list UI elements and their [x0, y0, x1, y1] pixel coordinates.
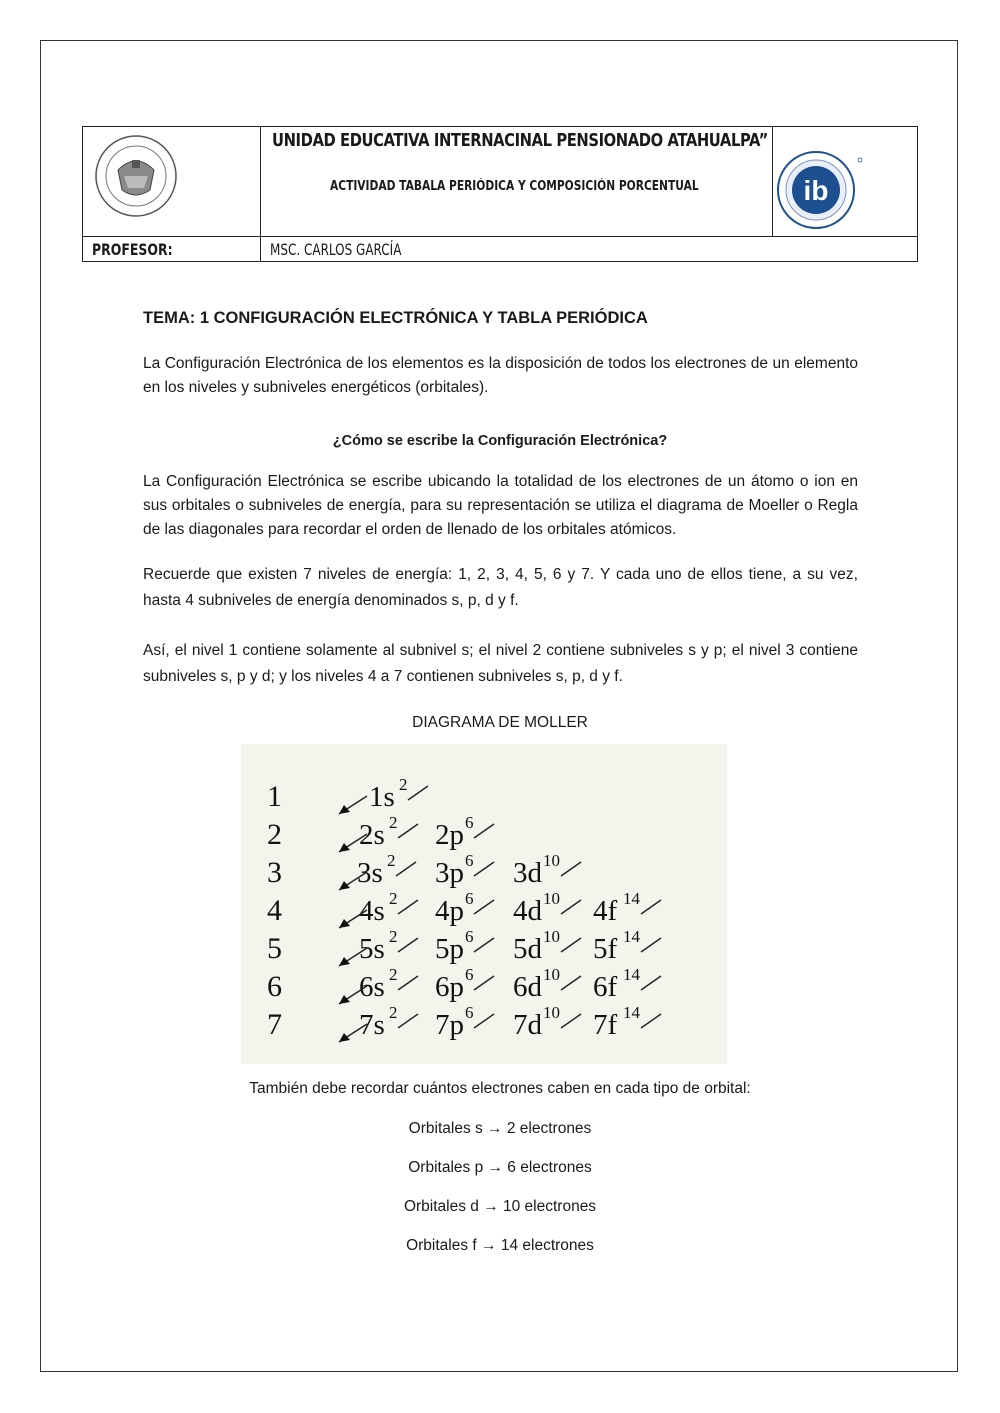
orbital-label: 2s — [359, 819, 385, 851]
diagonal-line — [398, 938, 418, 952]
arrow-head-icon — [339, 843, 350, 852]
diagonal-line — [474, 1014, 494, 1028]
electron-count: 2 — [399, 775, 408, 794]
diagonal-line — [641, 938, 661, 952]
professor-name: MSC. CARLOS GARCÍA — [270, 240, 402, 259]
header-divider — [772, 126, 773, 236]
orbital-label: 5s — [359, 933, 385, 965]
arrow-head-icon — [339, 995, 350, 1004]
orbital-label: 6s — [359, 971, 385, 1003]
orbital-label: 4s — [359, 895, 385, 927]
diagonal-line — [398, 900, 418, 914]
electron-count: 10 — [543, 927, 560, 946]
orbital-rule: Orbitales p → 6 electrones — [408, 1159, 592, 1176]
orbital-label: 7s — [359, 1009, 385, 1041]
electron-count: 2 — [389, 1003, 398, 1022]
level-number: 3 — [267, 856, 282, 889]
orbital-label: 5d — [513, 933, 542, 965]
level-number: 6 — [267, 970, 282, 1003]
diagonal-line — [561, 900, 581, 914]
orbital-label: 5p — [435, 933, 464, 965]
diagonal-line — [408, 786, 428, 800]
diagonal-line — [398, 1014, 418, 1028]
electron-count: 2 — [389, 889, 398, 908]
arrow-head-icon — [339, 881, 350, 890]
orbital-label: 2p — [435, 819, 464, 851]
level-number: 7 — [267, 1008, 282, 1041]
electron-count: 10 — [543, 1003, 560, 1022]
orbital-label: 6d — [513, 971, 542, 1003]
diagonal-line — [474, 824, 494, 838]
diagonal-line — [398, 824, 418, 838]
diagonal-line — [561, 862, 581, 876]
orbital-label: 5f — [593, 933, 618, 965]
orbital-label: 7d — [513, 1009, 542, 1041]
level-number: 4 — [267, 894, 282, 927]
orbital-label: 6f — [593, 971, 618, 1003]
electron-count: 14 — [623, 889, 640, 908]
level-number: 2 — [267, 818, 282, 851]
diagonal-line — [474, 938, 494, 952]
electron-count: 14 — [623, 927, 640, 946]
arrow-head-icon — [339, 957, 350, 966]
arrow-head-icon — [339, 919, 350, 928]
reminder-text: También debe recordar cuántos electrones caben en cada tipo de orbital: — [249, 1080, 751, 1097]
sublevels-paragraph: Así, el nivel 1 contiene solamente al subnivel s; el nivel 2 contiene subniveles s y p; el nivel 3 contiene subniveles s, p y d; y los niveles 4 a 7 contienen subniveles s, p, d y f. — [143, 642, 858, 685]
diagonal-line — [474, 862, 494, 876]
orbital-rule: Orbitales d → 10 electrones — [403, 1198, 597, 1215]
electron-count: 2 — [389, 927, 398, 946]
orbital-label: 3d — [513, 857, 542, 889]
levels-paragraph: Recuerde que existen 7 niveles de energía: 1, 2, 3, 4, 5, 6 y 7. Y cada uno de ellos tiene, a su vez, hasta 4 subniveles de energía denominados s, p, d y f. — [143, 566, 858, 609]
diagonal-line — [561, 976, 581, 990]
diagonal-line — [641, 1014, 661, 1028]
electron-count: 6 — [465, 965, 474, 984]
orbital-label: 3p — [435, 857, 464, 889]
diagonal-line — [641, 900, 661, 914]
orbital-rule: Orbitales s → 2 electrones — [408, 1120, 592, 1137]
electron-count: 6 — [465, 927, 474, 946]
electron-count: 10 — [543, 851, 560, 870]
orbital-label: 3s — [357, 857, 383, 889]
level-number: 5 — [267, 932, 282, 965]
electron-count: 6 — [465, 813, 474, 832]
moeller-diagram — [241, 744, 727, 1064]
electron-count: 14 — [623, 1003, 640, 1022]
diagonal-line — [641, 976, 661, 990]
ib-logo-icon — [776, 146, 872, 240]
orbital-label: 1s — [369, 781, 395, 813]
electron-count: 6 — [465, 889, 474, 908]
diagram-title: DIAGRAMA DE MOLLER — [412, 714, 588, 731]
diagonal-line — [398, 976, 418, 990]
orbital-label: 7p — [435, 1009, 464, 1041]
electron-count: 2 — [389, 813, 398, 832]
level-number: 1 — [267, 780, 282, 813]
diagonal-line — [561, 1014, 581, 1028]
electron-count: 10 — [543, 965, 560, 984]
school-name: UNIDAD EDUCATIVA INTERNACINAL PENSIONADO ATAHUALPA” — [272, 130, 768, 151]
orbital-label: 4p — [435, 895, 464, 927]
diagonal-line — [474, 900, 494, 914]
professor-label: PROFESOR: — [92, 240, 173, 259]
intro-paragraph: La Configuración Electrónica de los elementos es la disposición de todos los electrones de un elemento en los niveles y subniveles energéticos (orbitales). — [143, 355, 858, 396]
orbital-label: 7f — [593, 1009, 618, 1041]
diagonal-line — [396, 862, 416, 876]
electron-count: 2 — [389, 965, 398, 984]
arrow-head-icon — [339, 805, 350, 814]
header-divider — [260, 126, 261, 262]
topic-heading: TEMA: 1 CONFIGURACIÓN ELECTRÓNICA Y TABLA PERIÓDICA — [143, 309, 648, 327]
electron-count: 2 — [387, 851, 396, 870]
orbital-rule: Orbitales f → 14 electrones — [406, 1237, 594, 1254]
orbital-label: 6p — [435, 971, 464, 1003]
ib-logo-text: ib — [803, 175, 829, 206]
explanation-paragraph: La Configuración Electrónica se escribe ubicando la totalidad de los electrones de un átomo o ion en sus orbitales o subniveles de energía, para su representación se utiliza el diagrama de Moeller o Regla de las diagonales para recordar el orden de llenado de los orbitales atómicos. — [143, 473, 858, 538]
electron-count: 6 — [465, 1003, 474, 1022]
electron-count: 6 — [465, 851, 474, 870]
arrow-head-icon — [339, 1033, 350, 1042]
electron-count: 10 — [543, 889, 560, 908]
orbital-label: 4d — [513, 895, 542, 927]
question-subheading: ¿Cómo se escribe la Configuración Electrónica? — [332, 433, 668, 449]
diagonal-line — [474, 976, 494, 990]
activity-title: ACTIVIDAD TABALA PERIÓDICA Y COMPOSICIÓN PORCENTUAL — [330, 179, 699, 194]
diagonal-line — [561, 938, 581, 952]
electron-count: 14 — [623, 965, 640, 984]
school-crest-icon — [88, 130, 184, 220]
orbital-label: 4f — [593, 895, 618, 927]
